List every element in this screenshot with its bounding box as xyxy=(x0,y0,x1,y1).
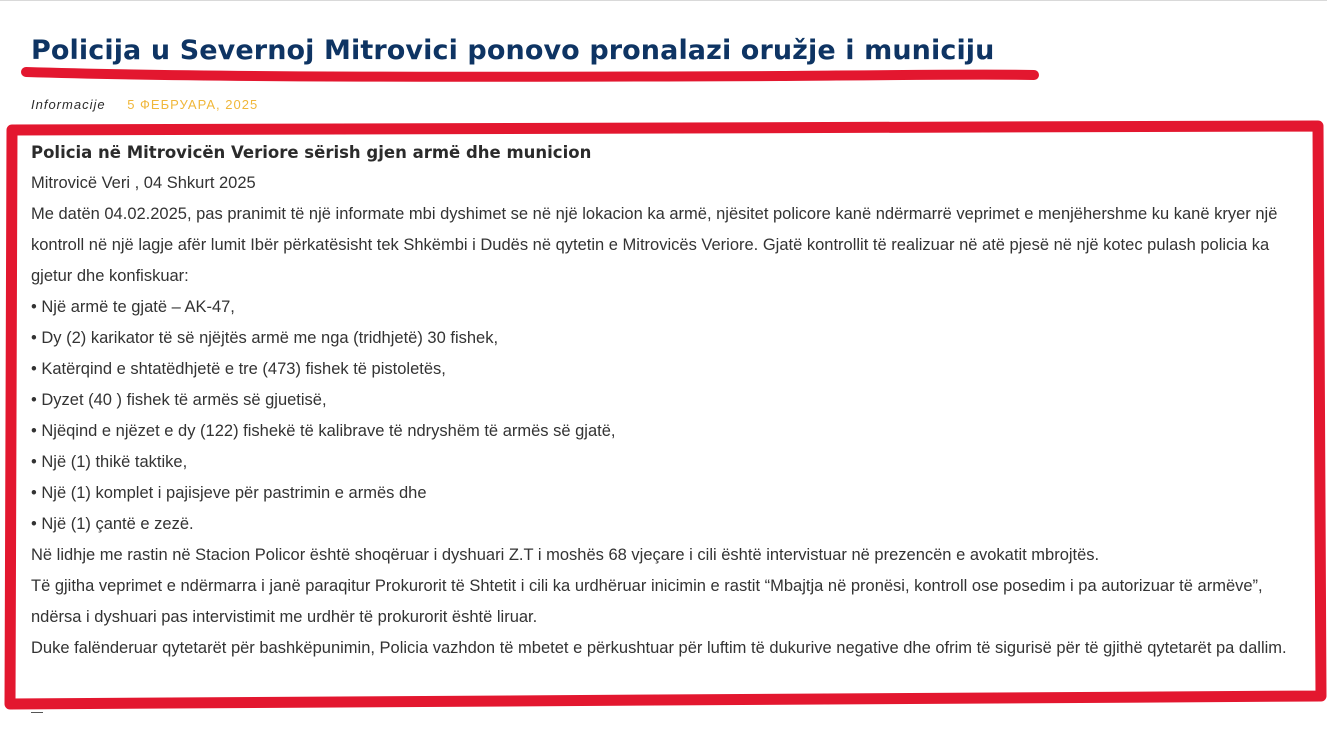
post-category[interactable]: Informacije xyxy=(31,97,106,112)
top-divider xyxy=(0,0,1327,1)
list-item: • Një (1) thikë taktike, xyxy=(31,453,188,471)
post-date: 5 ФЕБРУАРА, 2025 xyxy=(127,97,259,112)
article-body xyxy=(31,137,1291,664)
seized-items-list xyxy=(31,292,1291,540)
article-intro: Me datën 04.02.2025, pas pranimit të një informate mbi dyshimet se në një lokacion ka armë, njësitet policore kanë ndërmarrë veprimet e menjëhershme ku kanë kryer një kontroll në një lagje afër lumit Ibër përkatësisht tek Shkëmbi i Dudës në qytetin e Mitrovicës Veriore. Gjatë kontrollit të realizuar në atë pjesë në një kotec pulash policia ka gjetur dhe konfiskuar: xyxy=(31,205,1278,285)
article-paragraph: Të gjitha veprimet e ndërmarra i janë paraqitur Prokurorit të Shtetit i cili ka urdhëruar inicimin e rastit “Mbajtja në pronësi, kontroll ose posedim i pa autorizuar të armëve”, ndërsa i dyshuari pas intervistimit me urdhër të prokurorit është liruar. xyxy=(31,577,1263,626)
list-item: • Një (1) komplet i pajisjeve për pastrimin e armës dhe xyxy=(31,484,427,502)
post-meta xyxy=(31,96,258,114)
list-item: • Dy (2) karikator të së njëjtës armë me nga (tridhjetë) 30 fishek, xyxy=(31,329,499,347)
article-lead: Policia në Mitrovicën Veriore sërish gjen armë dhe municion xyxy=(31,143,592,162)
list-item: • Njëqind e njëzet e dy (122) fishekë të kalibrave të ndryshëm të armës së gjatë, xyxy=(31,422,616,440)
list-item: • Një armë te gjatë – AK-47, xyxy=(31,298,235,316)
bottom-dash xyxy=(31,712,43,713)
list-item: • Katërqind e shtatëdhjetë e tre (473) fishek të pistoletës, xyxy=(31,360,446,378)
title-highlight-underline xyxy=(20,64,1042,86)
post-title[interactable]: Policija u Severnoj Mitrovici ponovo pronalazi oružje i municiju xyxy=(31,35,995,66)
article-dateline: Mitrovicë Veri , 04 Shkurt 2025 xyxy=(31,174,256,192)
article-paragraph: Duke falënderuar qytetarët për bashkëpunimin, Policia vazhdon të mbetet e përkushtuar për luftim të dukurive negative dhe ofrim të sigurisë për të gjithë qytetarët pa dallim. xyxy=(31,639,1287,657)
list-item: • Një (1) çantë e zezë. xyxy=(31,515,194,533)
article-paragraph: Në lidhje me rastin në Stacion Policor është shoqëruar i dyshuari Z.T i moshës 68 vjeçare i cili është intervistuar në prezencën e avokatit mbrojtës. xyxy=(31,546,1100,564)
list-item: • Dyzet (40 ) fishek të armës së gjuetisë, xyxy=(31,391,327,409)
